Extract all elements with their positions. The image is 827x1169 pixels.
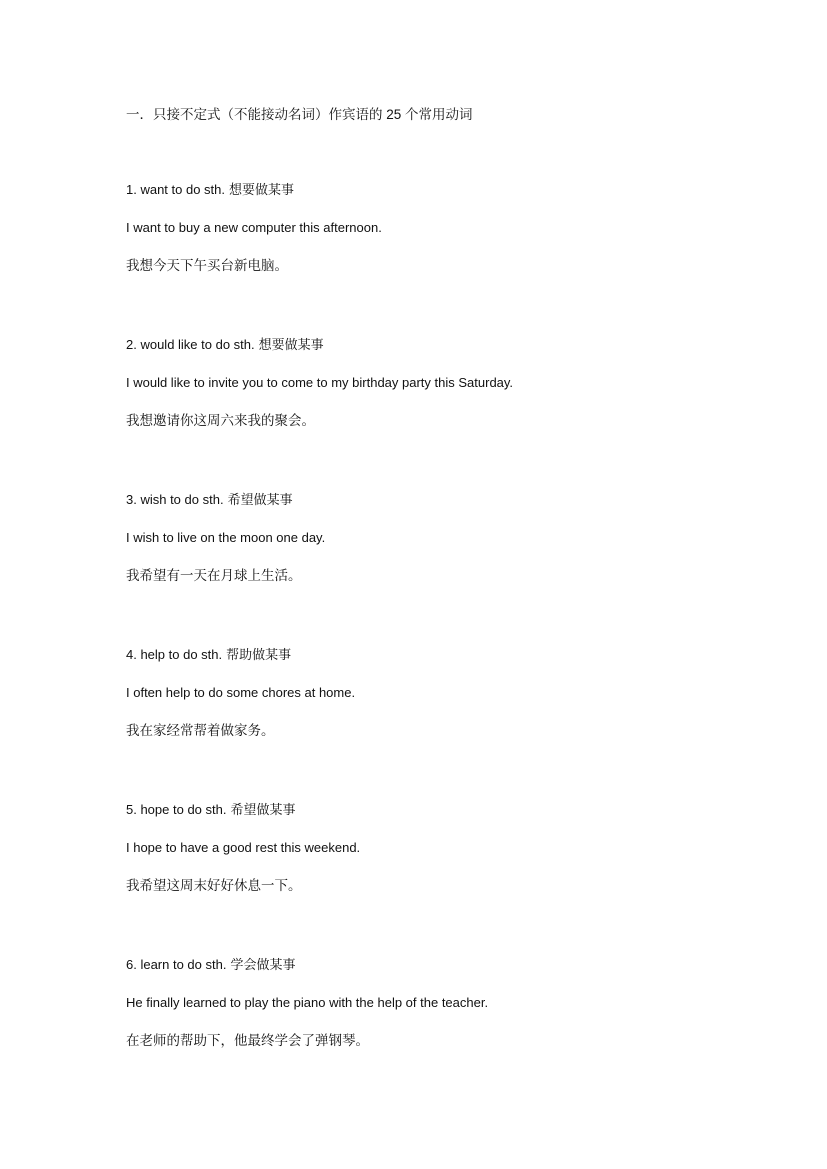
example-english: I wish to live on the moon one day. [126,530,326,545]
example-chinese: 我在家经常帮着做家务。 [126,723,275,738]
example-chinese: 我希望这周末好好休息一下。 [126,878,302,893]
example-english: He finally learned to play the piano with the help of the teacher. [126,995,489,1010]
verb-meaning: 帮助做某事 [226,647,292,662]
section-heading: 一．只接不定式（不能接动名词）作宾语的 25 个常用动词 [126,107,473,122]
verb-phrase: 5. hope to do sth. [126,802,227,817]
entry-title [126,491,293,509]
verb-meaning: 希望做某事 [227,492,293,507]
verb-meaning: 希望做某事 [230,802,296,817]
verb-meaning: 想要做某事 [258,337,324,352]
verb-phrase: 4. help to do sth. [126,647,223,662]
verb-meaning: 学会做某事 [230,957,296,972]
verb-phrase: 1. want to do sth. [126,182,226,197]
entry-title [126,181,294,199]
entry-title [126,646,291,664]
entry-title [126,801,295,819]
example-chinese: 我想邀请你这周六来我的聚会。 [126,413,315,428]
entry-title [126,336,324,354]
entry-title [126,956,295,974]
example-english: I would like to invite you to come to my birthday party this Saturday. [126,375,514,390]
example-english: I want to buy a new computer this afternoon. [126,220,382,235]
example-chinese: 在老师的帮助下，他最终学会了弹钢琴。 [126,1033,369,1048]
example-english: I often help to do some chores at home. [126,685,356,700]
verb-phrase: 2. would like to do sth. [126,337,255,352]
verb-phrase: 3. wish to do sth. [126,492,224,507]
verb-meaning: 想要做某事 [229,182,295,197]
example-chinese: 我希望有一天在月球上生活。 [126,568,302,583]
example-english: I hope to have a good rest this weekend. [126,840,361,855]
verb-phrase: 6. learn to do sth. [126,957,227,972]
example-chinese: 我想今天下午买台新电脑。 [126,258,288,273]
